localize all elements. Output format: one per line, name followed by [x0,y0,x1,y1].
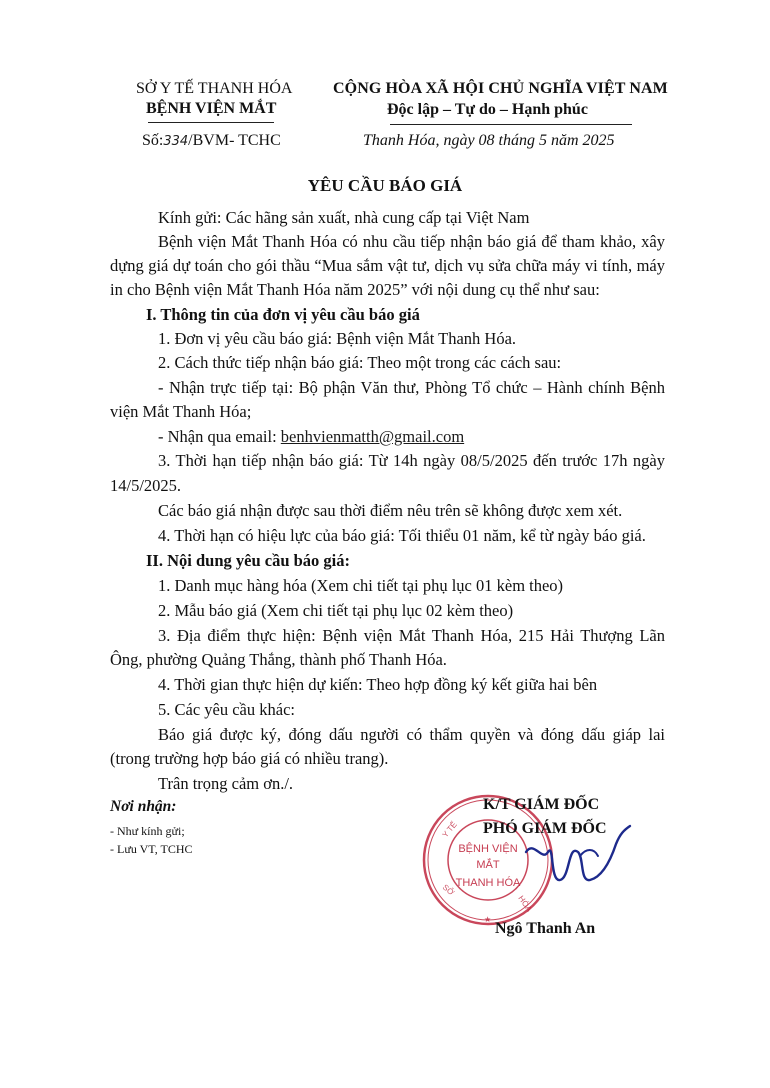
s1-item-2a-line-1 [158,376,665,400]
handwritten-signature [520,822,640,902]
section-2-heading: II. Nội dung yêu cầu báo giá: [146,551,351,570]
national-title: CỘNG HÒA XÃ HỘI CHỦ NGHĨA VIỆT NAM [333,80,668,97]
s2-item-1: 1. Danh mục hàng hóa (Xem chi tiết tại phụ lục 01 kèm theo) [158,576,564,595]
svg-text:SỞ: SỞ [440,882,456,898]
s2-item-4: 4. Thời gian thực hiện dự kiến: Theo hợp đồng ký kết giữa hai bên [158,675,598,694]
doc-number-suffix: /BVM- TCHC [188,132,281,149]
s2-item-5-text-line-2: (trong trường hợp báo giá có nhiều trang). [110,749,389,768]
org-underline [148,122,274,123]
email-link[interactable]: benhvienmatth@gmail.com [280,427,465,446]
document-title: YÊU CẦU BÁO GIÁ [307,176,463,195]
svg-text:HÓA: HÓA [516,893,534,914]
s2-item-5: 5. Các yêu cầu khác: [158,700,295,719]
seal-text-line-3: THANH HÓA [455,877,521,889]
s1-item-2a-line-2: viện Mắt Thanh Hóa; [110,402,252,421]
closing-line: Trân trọng cảm ơn./. [158,774,294,793]
document-number [142,132,281,150]
s2-item-5-text-line-1-text: Báo giá được ký, đóng dấu người có thẩm quyền và đóng dấu giáp lai [158,725,665,744]
intro-line-2 [110,254,665,278]
s2-item-2: 2. Mẫu báo giá (Xem chi tiết tại phụ lục 02 kèm theo) [158,601,514,620]
s1-item-3-line-2: 14/5/2025. [110,476,182,495]
s2-item-3-line-1-text: 3. Địa điểm thực hiện: Bệnh viện Mắt Thanh Hóa, 215 Hải Thượng Lãn [158,626,665,645]
intro-line-2-text: dựng giá dự toán cho gói thầu “Mua sắm vật tư, dịch vụ sửa chữa máy vi tính, máy [110,256,665,275]
national-motto: Độc lập – Tự do – Hạnh phúc [387,101,588,118]
seal-text-line-2: MẮT [476,859,500,871]
recipient-item: - Như kính gửi; [110,824,185,838]
s1-item-1: 1. Đơn vị yêu cầu báo giá: Bệnh viện Mắt Thanh Hóa. [158,329,517,348]
motto-underline [390,124,632,125]
s2-item-3-line-1 [158,624,665,648]
intro-line-3: in cho Bệnh viện Mắt Thanh Hóa năm 2025” với nội dung cụ thể như sau: [110,280,600,299]
signature-title: PHÓ GIÁM ĐỐC [483,820,607,837]
s2-item-5-text-line-1 [158,723,665,747]
intro-line-1 [158,230,665,254]
signature-authority: K/T GIÁM ĐỐC [483,796,600,813]
org-name: BỆNH VIỆN MẮT [146,100,277,117]
doc-number-prefix: Số: [142,132,164,149]
s1-note: Các báo giá nhận được sau thời điểm nêu trên sẽ không được xem xét. [158,501,623,520]
svg-text:★: ★ [484,915,492,924]
org-parent-name: SỞ Y TẾ THANH HÓA [136,80,293,97]
s1-item-4: 4. Thời hạn có hiệu lực của báo giá: Tối thiểu 01 năm, kể từ ngày báo giá. [158,526,646,545]
intro-line-1-text: Bệnh viện Mắt Thanh Hóa có nhu cầu tiếp nhận báo giá để tham khảo, xây [158,232,665,251]
s1-item-3-line-1 [158,449,665,473]
svg-text:Y TẾ: Y TẾ [440,820,459,840]
s1-item-2a-line-1-text: - Nhận trực tiếp tại: Bộ phận Văn thư, Phòng Tổ chức – Hành chính Bệnh [158,378,665,397]
s1-item-2: 2. Cách thức tiếp nhận báo giá: Theo một trong các cách sau: [158,353,562,372]
s1-item-2b-label: - Nhận qua email: [158,427,281,446]
s2-item-3-line-2: Ông, phường Quảng Thắng, thành phố Thanh Hóa. [110,650,447,669]
recipients-title: Nơi nhận: [110,798,177,815]
section-1-heading: I. Thông tin của đơn vị yêu cầu báo giá [146,305,420,324]
doc-number-handwritten: 334 [163,134,189,149]
recipient-item: - Lưu VT, TCHC [110,842,193,856]
document-date: Thanh Hóa, ngày 08 tháng 5 năm 2025 [363,132,615,149]
seal-text-line-1: BỆNH VIỆN [458,843,518,855]
signer-name: Ngô Thanh An [495,920,596,937]
s1-item-3-line-1-text: 3. Thời hạn tiếp nhận báo giá: Từ 14h ngày 08/5/2025 đến trước 17h ngày [158,451,665,470]
greeting: Kính gửi: Các hãng sản xuất, nhà cung cấp tại Việt Nam [158,208,530,227]
s1-item-2b [158,425,464,449]
